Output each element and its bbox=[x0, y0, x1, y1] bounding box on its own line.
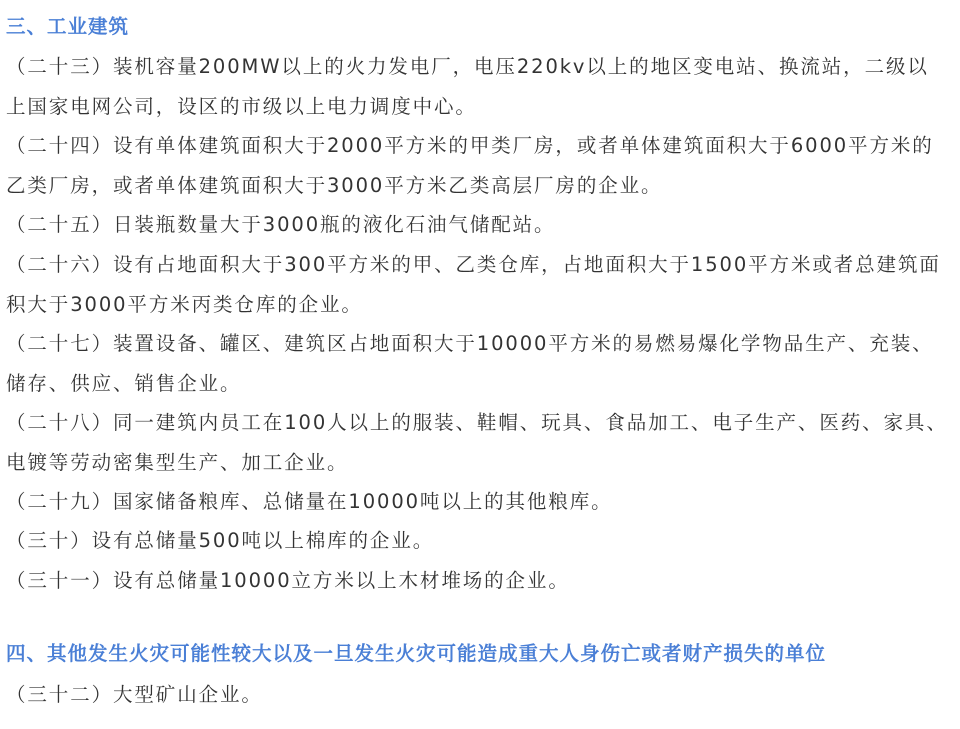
list-item-29: （二十九）国家储备粮库、总储量在10000吨以上的其他粮库。 bbox=[6, 490, 613, 513]
section-heading-industrial-buildings: 三、工业建筑 bbox=[6, 15, 130, 38]
list-item-25: （二十五）日装瓶数量大于3000瓶的液化石油气储配站。 bbox=[6, 213, 556, 236]
list-item-23: （二十三）装机容量200MW以上的火力发电厂，电压220kv以上的地区变电站、换流站，二级以上国家电网公司，设区的市级以上电力调度中心。 bbox=[6, 55, 929, 118]
section-heading-other-units: 四、其他发生火灾可能性较大以及一旦发生火灾可能造成重大人身伤亡或者财产损失的单位 bbox=[6, 642, 827, 665]
list-item-27: （二十七）装置设备、罐区、建筑区占地面积大于10000平方米的易燃易爆化学物品生产、充装、储存、供应、销售企业。 bbox=[6, 332, 934, 395]
list-item-28: （二十八）同一建筑内员工在100人以上的服装、鞋帽、玩具、食品加工、电子生产、医药、家具、电镀等劳动密集型生产、加工企业。 bbox=[6, 411, 948, 474]
list-item-26: （二十六）设有占地面积大于300平方米的甲、乙类仓库，占地面积大于1500平方米或者总建筑面积大于3000平方米丙类仓库的企业。 bbox=[6, 253, 941, 316]
list-item-30: （三十）设有总储量500吨以上棉库的企业。 bbox=[6, 529, 435, 552]
list-item-31: （三十一）设有总储量10000立方米以上木材堆场的企业。 bbox=[6, 569, 570, 592]
list-item-32: （三十二）大型矿山企业。 bbox=[6, 683, 263, 706]
list-item-24: （二十四）设有单体建筑面积大于2000平方米的甲类厂房，或者单体建筑面积大于6000平方米的乙类厂房，或者单体建筑面积大于3000平方米乙类高层厂房的企业。 bbox=[6, 134, 934, 197]
